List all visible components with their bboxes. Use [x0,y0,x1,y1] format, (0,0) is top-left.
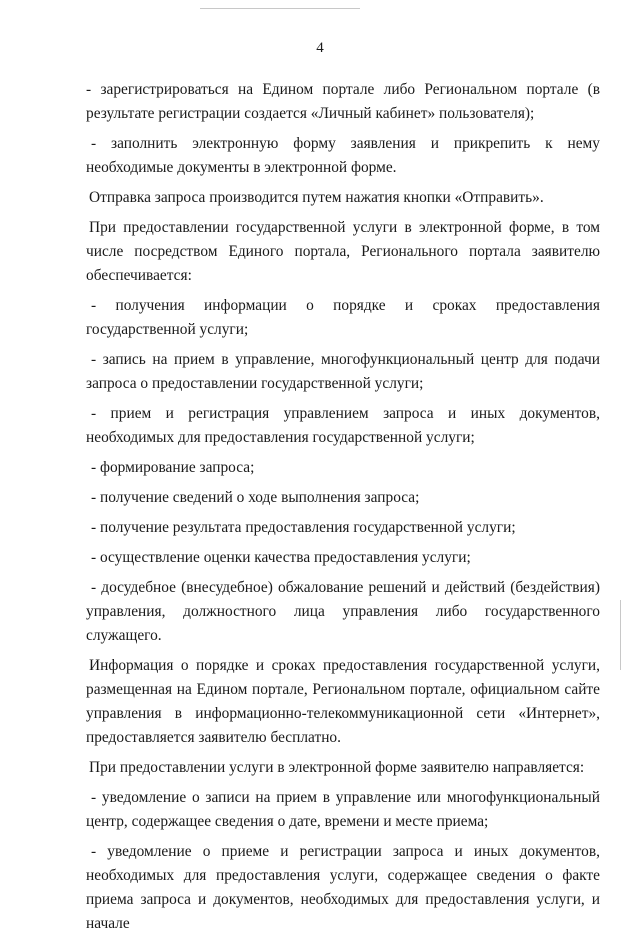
paragraph: - запись на прием в управление, многофункциональный центр для подачи запроса о предоставлении государственной услуги; [86,351,600,392]
page-number: 4 [316,40,324,56]
paragraph: - получение результата предоставления государственной услуги; [91,519,516,536]
paragraph: - прием и регистрация управлением запроса и иных документов, необходимых для предоставления государственной услуги; [86,405,600,446]
paragraph: - уведомление о приеме и регистрации запроса и иных документов, необходимых для предоставления услуги, содержащее сведения о факте приема запроса и документов, необходимых для предоставления услуги, и начале [86,843,600,932]
scan-artifact-top [200,8,360,9]
paragraph: - заполнить электронную форму заявления и прикрепить к нему необходимые документы в электронной форме. [86,135,600,176]
paragraph: - получения информации о порядке и сроках предоставления государственной услуги; [86,297,600,338]
paragraph: - зарегистрироваться на Едином портале либо Региональном портале (в результате регистрации создается «Личный кабинет» пользователя); [86,81,600,122]
paragraph: - формирование запроса; [91,459,255,476]
paragraph: При предоставлении государственной услуги в электронной форме, в том числе посредством Единого портала, Регионального портала заявителю обеспечивается: [86,219,600,284]
paragraph: Информация о порядке и сроках предоставления государственной услуги, размещенная на Едином портале, Региональном портале, официальном сайте управления в информационно-телекоммуникационной сети «Интернет», предоставляется заявителю бесплатно. [86,657,600,746]
paragraph: Отправка запроса производится путем нажатия кнопки «Отправить». [89,189,544,206]
paragraph: - осуществление оценки качества предоставления услуги; [91,549,471,566]
scan-artifact-right [620,600,621,670]
paragraph: При предоставлении услуги в электронной форме заявителю направляется: [89,759,585,776]
paragraph: - досудебное (внесудебное) обжалование решений и действий (бездействия) управления, должностного лица управления либо государственного служащего. [86,579,600,644]
paragraph: - уведомление о записи на прием в управление или многофункциональный центр, содержащее сведения о дате, времени и месте приема; [86,789,600,830]
paragraph: - получение сведений о ходе выполнения запроса; [91,489,420,506]
document-body [86,78,600,942]
